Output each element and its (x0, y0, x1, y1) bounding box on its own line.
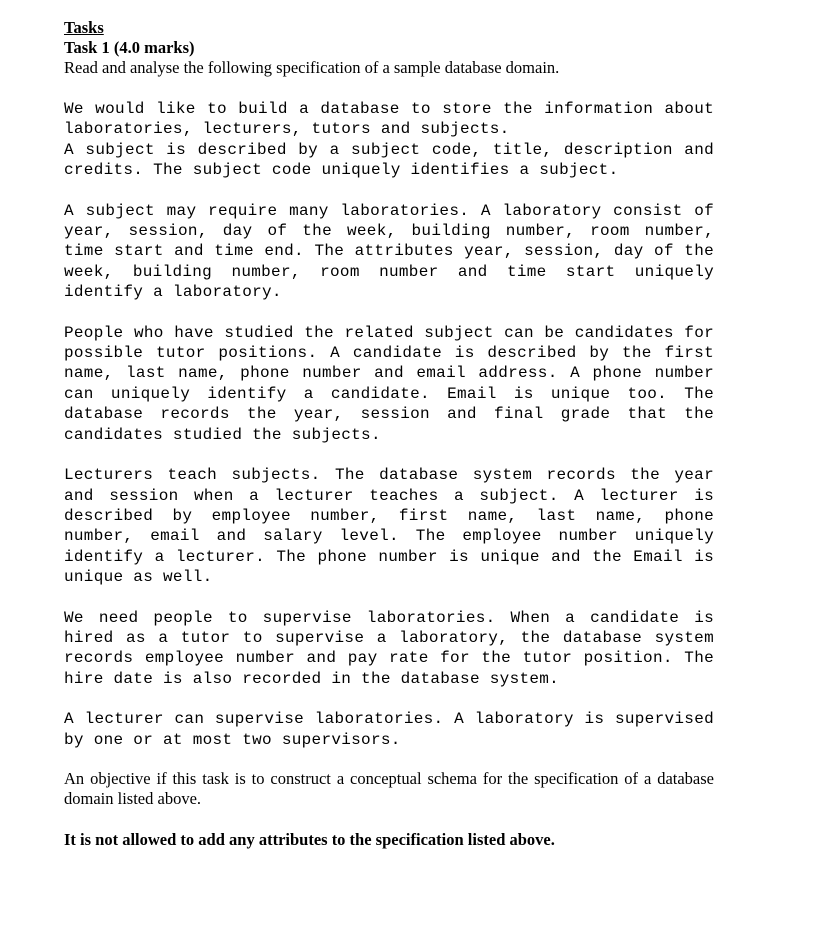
paragraph-gap (64, 588, 714, 608)
spec-paragraph-2: A subject may require many laboratories. A laboratory consist of year, session, day of the week, building number, room number, time start and time end. The attributes year, session, day of the week, building number, room number and time start uniquely identify a laboratory. (64, 201, 714, 302)
spec-paragraph-1b: A subject is described by a subject code, title, description and credits. The subject code uniquely identifies a subject. (64, 140, 714, 180)
objective-text: An objective if this task is to construct a conceptual schema for the specification of a database domain listed above. (64, 768, 714, 809)
rule-note: It is not allowed to add any attributes to the specification listed above. (64, 829, 555, 849)
paragraph-gap (64, 689, 714, 709)
paragraph-gap (64, 181, 714, 201)
paragraph-gap (64, 750, 714, 769)
spec-paragraph-5: We need people to supervise laboratories. When a candidate is hired as a tutor to supervise a laboratory, the database system records employee number and pay rate for the tutor position. The hire date is also recorded in the database system. (64, 608, 714, 688)
spec-paragraph-4: Lecturers teach subjects. The database system records the year and session when a lecturer teaches a subject. A lecturer is described by employee number, first name, last name, phone number, email and salary level. The employee number uniquely identify a lecturer. The phone number is unique and the Email is unique as well. (64, 466, 714, 587)
spec-paragraph-3: People who have studied the related subject can be candidates for possible tutor positions. A candidate is described by the first name, last name, phone number and email address. A phone number can uniquely identify a candidate. Email is unique too. The database records the year, session and final grade that the candidates studied the subjects. (64, 323, 714, 444)
paragraph-gap (64, 445, 714, 465)
spec-paragraph-1a: We would like to build a database to store the information about laboratories, lecturers, tutors and subjects. (64, 100, 714, 139)
intro-text: Read and analyse the following specification of a sample database domain. (64, 58, 560, 77)
tasks-heading: Tasks (64, 18, 104, 37)
task-document (64, 18, 714, 850)
spec-paragraph-6: A lecturer can supervise laboratories. A laboratory is supervised by one or at most two supervisors. (64, 710, 714, 749)
paragraph-gap (64, 810, 714, 830)
specification (64, 99, 714, 750)
task-1-heading: Task 1 (4.0 marks) (64, 38, 195, 57)
paragraph-gap (64, 303, 714, 323)
